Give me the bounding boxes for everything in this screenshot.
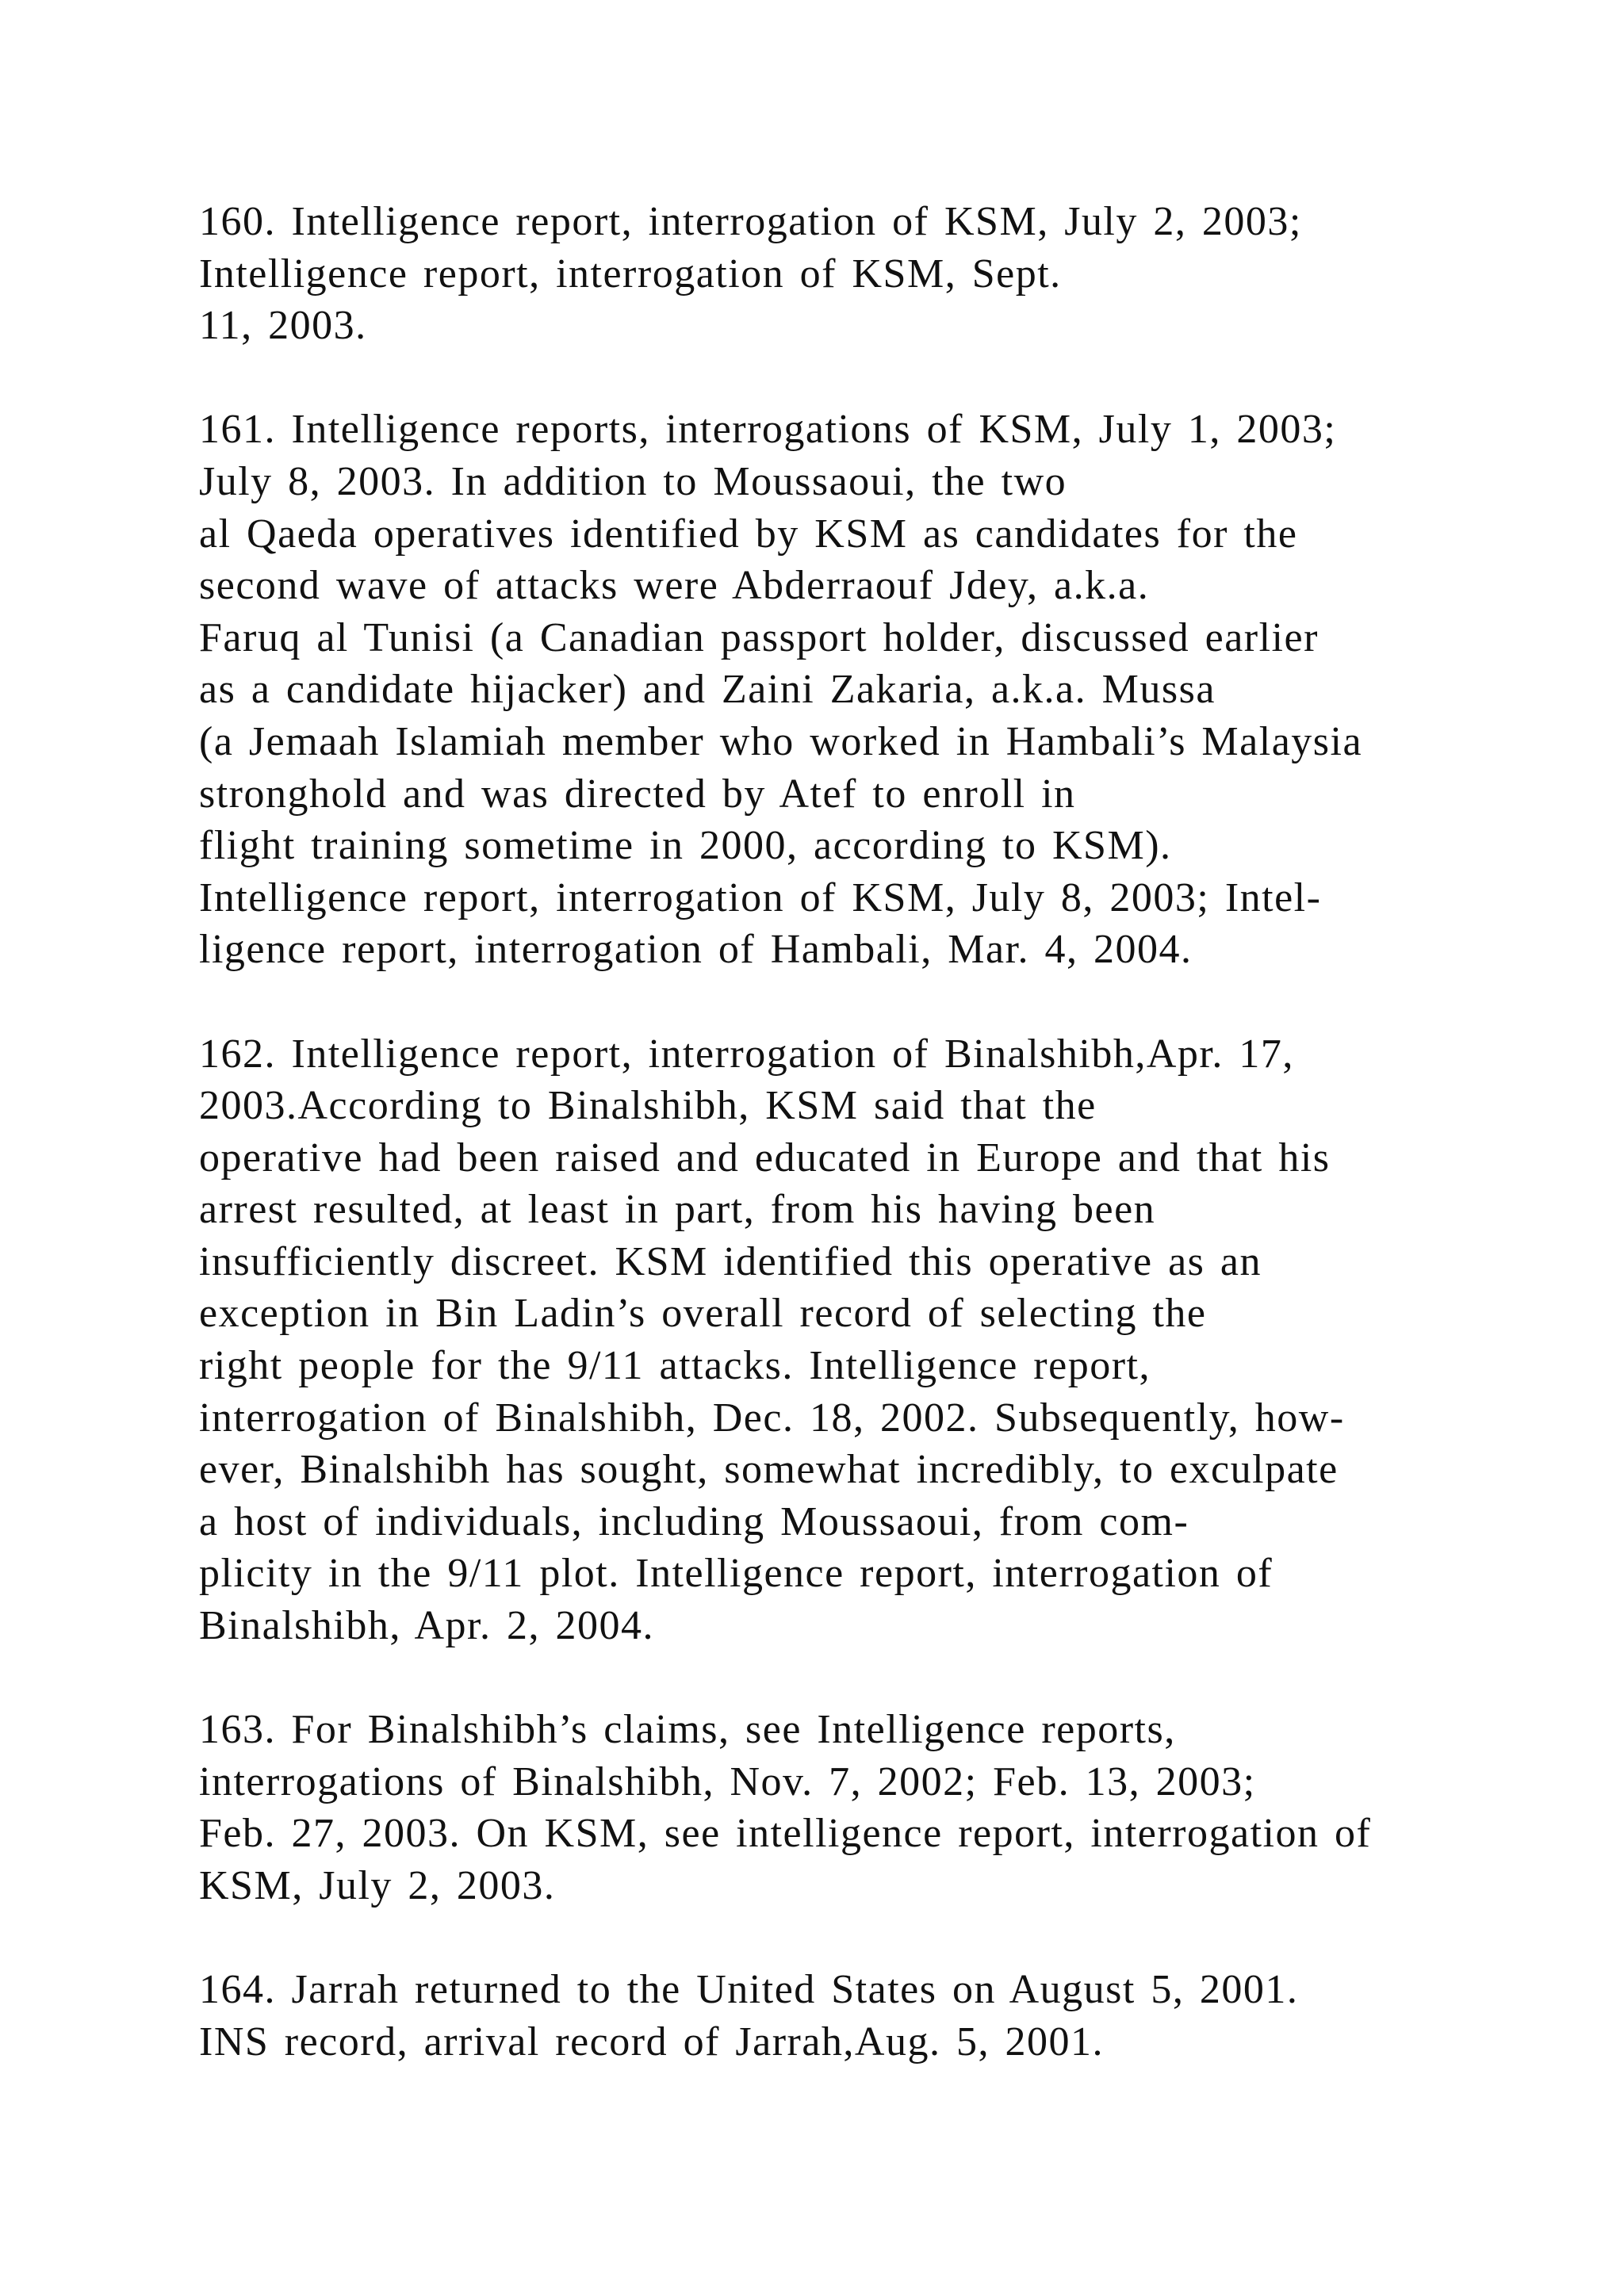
endnote-line: right people for the 9/11 attacks. Intelligence report,	[199, 1343, 1151, 1389]
endnote-line: second wave of attacks were Abderraouf Jdey, a.k.a.	[199, 563, 1150, 609]
endnote-line: operative had been raised and educated in Europe and that his	[199, 1135, 1331, 1181]
endnote-line: Binalshibh, Apr. 2, 2004.	[199, 1603, 654, 1649]
endnote-line: 160. Intelligence report, interrogation of KSM, July 2, 2003;	[199, 199, 1302, 244]
endnote-line: 164. Jarrah returned to the United States on August 5, 2001.	[199, 1967, 1299, 2013]
endnote-line: interrogations of Binalshibh, Nov. 7, 2002; Feb. 13, 2003;	[199, 1758, 1256, 1804]
endnote-line: (a Jemaah Islamiah member who worked in Hambali’s Malaysia	[199, 718, 1363, 764]
endnote-163	[199, 1704, 1618, 1911]
endnote-line: insufficiently discreet. KSM identified this operative as an	[199, 1238, 1262, 1284]
endnote-line: plicity in the 9/11 plot. Intelligence report, interrogation of	[199, 1551, 1274, 1597]
endnote-164	[199, 1964, 1618, 2068]
endnote-line: flight training sometime in 2000, according to KSM).	[199, 823, 1172, 869]
endnote-line: ever, Binalshibh has sought, somewhat incredibly, to exculpate	[199, 1447, 1339, 1493]
endnotes-list	[199, 196, 1618, 2120]
endnote-line: Faruq al Tunisi (a Canadian passport holder, discussed earlier	[199, 614, 1319, 660]
endnote-line: Feb. 27, 2003. On KSM, see intelligence report, interrogation of	[199, 1811, 1372, 1857]
endnote-line: stronghold and was directed by Atef to enroll in	[199, 771, 1076, 817]
endnote-line: KSM, July 2, 2003.	[199, 1863, 556, 1908]
endnote-161	[199, 404, 1618, 976]
endnote-line: Intelligence report, interrogation of KSM, July 8, 2003; Intel-	[199, 874, 1322, 920]
endnote-line: Intelligence report, interrogation of KSM, Sept.	[199, 251, 1062, 297]
endnote-line: 161. Intelligence reports, interrogations of KSM, July 1, 2003;	[199, 407, 1337, 453]
endnote-line: as a candidate hijacker) and Zaini Zakaria, a.k.a. Mussa	[199, 667, 1216, 713]
endnote-line: a host of individuals, including Moussaoui, from com-	[199, 1498, 1189, 1544]
endnote-160	[199, 196, 1618, 352]
endnote-line: interrogation of Binalshibh, Dec. 18, 2002. Subsequently, how-	[199, 1395, 1345, 1441]
endnote-line: 163. For Binalshibh’s claims, see Intelligence reports,	[199, 1707, 1176, 1753]
endnote-line: arrest resulted, at least in part, from his having been	[199, 1187, 1156, 1233]
endnote-line: 11, 2003.	[199, 303, 367, 349]
endnote-line: ligence report, interrogation of Hambali, Mar. 4, 2004.	[199, 927, 1193, 973]
endnote-line: 162. Intelligence report, interrogation of Binalshibh,Apr. 17,	[199, 1031, 1294, 1077]
endnote-line: al Qaeda operatives identified by KSM as candidates for the	[199, 511, 1298, 557]
endnote-162	[199, 1028, 1618, 1652]
endnote-line: 2003.According to Binalshibh, KSM said that the	[199, 1083, 1097, 1129]
endnote-line: INS record, arrival record of Jarrah,Aug. 5, 2001.	[199, 2019, 1104, 2064]
endnote-line: exception in Bin Ladin’s overall record of selecting the	[199, 1291, 1207, 1337]
endnote-line: July 8, 2003. In addition to Moussaoui, the two	[199, 458, 1067, 504]
